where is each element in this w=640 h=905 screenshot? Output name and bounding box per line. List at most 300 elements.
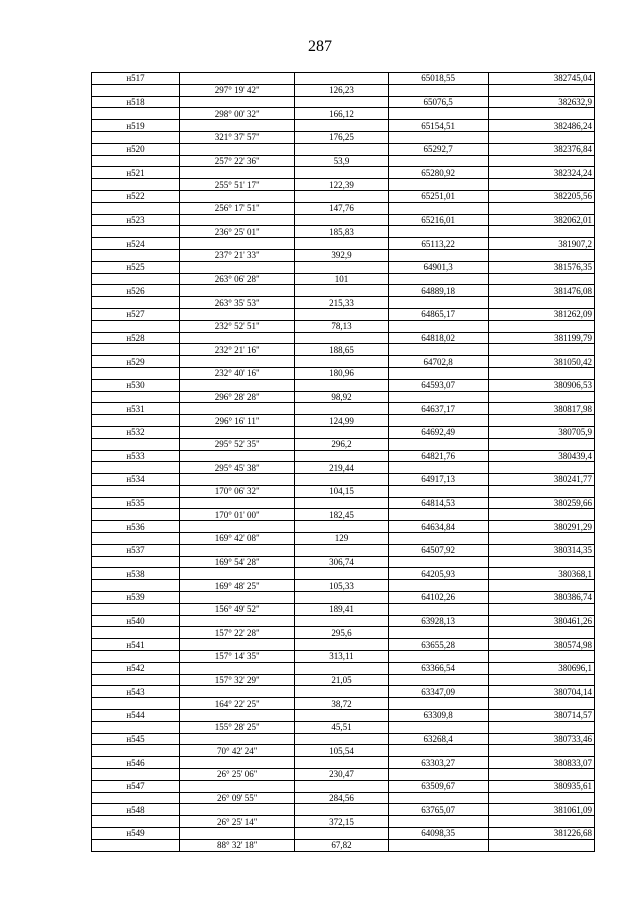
segment-row — [92, 533, 595, 545]
segment-length: 122,39 — [295, 179, 388, 191]
empty-cell — [295, 639, 388, 651]
segment-length: 105,54 — [295, 745, 388, 757]
segment-length: 53,9 — [295, 155, 388, 167]
coordinate-x: 63928,13 — [388, 615, 488, 627]
empty-cell — [488, 108, 594, 120]
empty-cell — [488, 344, 594, 356]
empty-cell — [388, 179, 488, 191]
point-name: н531 — [92, 403, 180, 415]
empty-cell — [92, 297, 180, 309]
coordinate-x: 65292,7 — [388, 143, 488, 155]
directional-angle: 232° 52' 51" — [180, 320, 295, 332]
empty-cell — [388, 84, 488, 96]
point-row — [92, 686, 595, 698]
coordinate-y: 381262,09 — [488, 308, 594, 320]
empty-cell — [180, 308, 295, 320]
empty-cell — [180, 96, 295, 108]
empty-cell — [180, 710, 295, 722]
empty-cell — [388, 674, 488, 686]
coordinate-y: 381476,08 — [488, 285, 594, 297]
empty-cell — [488, 839, 594, 851]
segment-row — [92, 839, 595, 851]
coordinate-x: 63268,4 — [388, 733, 488, 745]
directional-angle: 70° 42' 24" — [180, 745, 295, 757]
empty-cell — [92, 273, 180, 285]
coordinate-y: 381907,2 — [488, 238, 594, 250]
empty-cell — [488, 580, 594, 592]
segment-length: 189,41 — [295, 603, 388, 615]
empty-cell — [180, 780, 295, 792]
empty-cell — [388, 367, 488, 379]
segment-row — [92, 556, 595, 568]
point-row — [92, 73, 595, 85]
coordinate-x: 64098,35 — [388, 828, 488, 840]
point-row — [92, 780, 595, 792]
point-row — [92, 403, 595, 415]
directional-angle: 296° 28' 28" — [180, 391, 295, 403]
coordinate-x: 63509,67 — [388, 780, 488, 792]
empty-cell — [295, 568, 388, 580]
segment-length: 21,05 — [295, 674, 388, 686]
directional-angle: 164° 22' 25" — [180, 698, 295, 710]
point-name: н522 — [92, 190, 180, 202]
empty-cell — [488, 462, 594, 474]
empty-cell — [488, 745, 594, 757]
segment-length: 129 — [295, 533, 388, 545]
empty-cell — [92, 769, 180, 781]
point-row — [92, 592, 595, 604]
empty-cell — [180, 379, 295, 391]
point-name: н536 — [92, 521, 180, 533]
segment-length: 215,33 — [295, 297, 388, 309]
empty-cell — [488, 320, 594, 332]
empty-cell — [92, 202, 180, 214]
segment-length: 45,51 — [295, 721, 388, 733]
segment-row — [92, 627, 595, 639]
empty-cell — [92, 249, 180, 261]
empty-cell — [92, 108, 180, 120]
directional-angle: 296° 16' 11" — [180, 415, 295, 427]
point-row — [92, 474, 595, 486]
empty-cell — [295, 592, 388, 604]
segment-row — [92, 485, 595, 497]
point-row — [92, 544, 595, 556]
empty-cell — [92, 391, 180, 403]
empty-cell — [388, 249, 488, 261]
empty-cell — [295, 403, 388, 415]
directional-angle: 155° 28' 25" — [180, 721, 295, 733]
empty-cell — [388, 651, 488, 663]
coordinate-x: 64889,18 — [388, 285, 488, 297]
empty-cell — [295, 828, 388, 840]
coordinate-y: 380368,1 — [488, 568, 594, 580]
empty-cell — [388, 297, 488, 309]
point-name: н521 — [92, 167, 180, 179]
empty-cell — [295, 757, 388, 769]
segment-length: 101 — [295, 273, 388, 285]
point-name: н527 — [92, 308, 180, 320]
empty-cell — [488, 556, 594, 568]
coordinate-x: 65113,22 — [388, 238, 488, 250]
empty-cell — [180, 662, 295, 674]
coordinate-x: 65018,55 — [388, 73, 488, 85]
empty-cell — [295, 214, 388, 226]
coordinate-y: 381576,35 — [488, 261, 594, 273]
directional-angle: 26° 09' 55" — [180, 792, 295, 804]
point-name: н538 — [92, 568, 180, 580]
empty-cell — [295, 426, 388, 438]
empty-cell — [92, 792, 180, 804]
directional-angle: 169° 54' 28" — [180, 556, 295, 568]
empty-cell — [488, 155, 594, 167]
point-row — [92, 379, 595, 391]
empty-cell — [488, 202, 594, 214]
empty-cell — [488, 603, 594, 615]
segment-length: 67,82 — [295, 839, 388, 851]
point-row — [92, 757, 595, 769]
point-row — [92, 285, 595, 297]
empty-cell — [180, 426, 295, 438]
directional-angle: 157° 22' 28" — [180, 627, 295, 639]
empty-cell — [488, 131, 594, 143]
empty-cell — [488, 249, 594, 261]
coordinate-x: 65280,92 — [388, 167, 488, 179]
empty-cell — [295, 332, 388, 344]
coordinate-y: 380705,9 — [488, 426, 594, 438]
segment-row — [92, 816, 595, 828]
segment-length: 306,74 — [295, 556, 388, 568]
coordinate-y: 382324,24 — [488, 167, 594, 179]
empty-cell — [92, 674, 180, 686]
directional-angle: 232° 40' 16" — [180, 367, 295, 379]
empty-cell — [180, 238, 295, 250]
empty-cell — [295, 780, 388, 792]
empty-cell — [180, 143, 295, 155]
coordinate-y: 382745,04 — [488, 73, 594, 85]
point-row — [92, 450, 595, 462]
empty-cell — [388, 108, 488, 120]
directional-angle: 26° 25' 06" — [180, 769, 295, 781]
empty-cell — [295, 497, 388, 509]
point-row — [92, 214, 595, 226]
empty-cell — [488, 509, 594, 521]
directional-angle: 297° 19' 42" — [180, 84, 295, 96]
point-name: н533 — [92, 450, 180, 462]
empty-cell — [388, 745, 488, 757]
coordinate-x: 65251,01 — [388, 190, 488, 202]
point-row — [92, 96, 595, 108]
empty-cell — [488, 721, 594, 733]
empty-cell — [488, 698, 594, 710]
coordinate-y: 380291,29 — [488, 521, 594, 533]
point-name: н523 — [92, 214, 180, 226]
empty-cell — [488, 674, 594, 686]
segment-length: 313,11 — [295, 651, 388, 663]
segment-row — [92, 84, 595, 96]
coordinate-x: 63765,07 — [388, 804, 488, 816]
empty-cell — [388, 509, 488, 521]
empty-cell — [388, 556, 488, 568]
segment-row — [92, 179, 595, 191]
empty-cell — [92, 84, 180, 96]
empty-cell — [388, 438, 488, 450]
point-name: н518 — [92, 96, 180, 108]
empty-cell — [388, 698, 488, 710]
point-row — [92, 662, 595, 674]
point-name: н543 — [92, 686, 180, 698]
point-row — [92, 710, 595, 722]
coordinate-x: 64507,92 — [388, 544, 488, 556]
empty-cell — [180, 332, 295, 344]
empty-cell — [180, 733, 295, 745]
point-row — [92, 238, 595, 250]
coordinate-y: 380314,35 — [488, 544, 594, 556]
segment-row — [92, 249, 595, 261]
empty-cell — [92, 745, 180, 757]
empty-cell — [180, 686, 295, 698]
point-name: н525 — [92, 261, 180, 273]
directional-angle: 255° 51' 17" — [180, 179, 295, 191]
segment-row — [92, 155, 595, 167]
empty-cell — [388, 320, 488, 332]
segment-length: 372,15 — [295, 816, 388, 828]
segment-length: 176,25 — [295, 131, 388, 143]
segment-row — [92, 509, 595, 521]
coordinate-y: 380696,1 — [488, 662, 594, 674]
segment-row — [92, 438, 595, 450]
segment-length: 180,96 — [295, 367, 388, 379]
empty-cell — [295, 261, 388, 273]
point-row — [92, 497, 595, 509]
coordinate-x: 63303,27 — [388, 757, 488, 769]
empty-cell — [92, 509, 180, 521]
directional-angle: 263° 35' 53" — [180, 297, 295, 309]
segment-length: 166,12 — [295, 108, 388, 120]
coordinate-y: 382376,84 — [488, 143, 594, 155]
segment-row — [92, 273, 595, 285]
directional-angle: 170° 06' 32" — [180, 485, 295, 497]
empty-cell — [180, 615, 295, 627]
directional-angle: 263° 06' 28" — [180, 273, 295, 285]
empty-cell — [295, 710, 388, 722]
empty-cell — [92, 344, 180, 356]
empty-cell — [488, 84, 594, 96]
empty-cell — [388, 769, 488, 781]
empty-cell — [92, 816, 180, 828]
empty-cell — [388, 226, 488, 238]
point-name: н549 — [92, 828, 180, 840]
coordinate-y: 380833,07 — [488, 757, 594, 769]
empty-cell — [295, 167, 388, 179]
directional-angle: 26° 25' 14" — [180, 816, 295, 828]
coordinate-y: 382205,56 — [488, 190, 594, 202]
empty-cell — [488, 226, 594, 238]
empty-cell — [295, 96, 388, 108]
coordinate-x: 65154,51 — [388, 120, 488, 132]
coordinate-y: 380259,66 — [488, 497, 594, 509]
directional-angle: 257° 22' 36" — [180, 155, 295, 167]
point-row — [92, 143, 595, 155]
point-name: н532 — [92, 426, 180, 438]
empty-cell — [295, 662, 388, 674]
point-name: н541 — [92, 639, 180, 651]
point-name: н546 — [92, 757, 180, 769]
point-row — [92, 190, 595, 202]
empty-cell — [488, 651, 594, 663]
segment-length: 147,76 — [295, 202, 388, 214]
point-row — [92, 568, 595, 580]
segment-row — [92, 792, 595, 804]
coordinate-x: 64637,17 — [388, 403, 488, 415]
directional-angle: 157° 32' 29" — [180, 674, 295, 686]
directional-angle: 295° 45' 38" — [180, 462, 295, 474]
empty-cell — [92, 839, 180, 851]
segment-length: 182,45 — [295, 509, 388, 521]
empty-cell — [92, 179, 180, 191]
segment-row — [92, 769, 595, 781]
empty-cell — [488, 533, 594, 545]
segment-length: 104,15 — [295, 485, 388, 497]
empty-cell — [295, 544, 388, 556]
coordinate-x: 63347,09 — [388, 686, 488, 698]
segment-length: 38,72 — [295, 698, 388, 710]
empty-cell — [295, 190, 388, 202]
empty-cell — [180, 521, 295, 533]
coordinate-y: 380439,4 — [488, 450, 594, 462]
empty-cell — [92, 367, 180, 379]
point-name: н524 — [92, 238, 180, 250]
point-name: н548 — [92, 804, 180, 816]
coordinate-y: 380935,61 — [488, 780, 594, 792]
empty-cell — [180, 544, 295, 556]
empty-cell — [180, 285, 295, 297]
point-name: н544 — [92, 710, 180, 722]
empty-cell — [180, 474, 295, 486]
coordinate-x: 64205,93 — [388, 568, 488, 580]
point-row — [92, 120, 595, 132]
empty-cell — [92, 485, 180, 497]
directional-angle: 237° 21' 33" — [180, 249, 295, 261]
coordinate-y: 381050,42 — [488, 356, 594, 368]
empty-cell — [180, 167, 295, 179]
segment-row — [92, 745, 595, 757]
point-row — [92, 733, 595, 745]
empty-cell — [295, 450, 388, 462]
segment-row — [92, 320, 595, 332]
empty-cell — [488, 179, 594, 191]
empty-cell — [295, 804, 388, 816]
point-name: н526 — [92, 285, 180, 297]
page-number: 287 — [308, 38, 332, 55]
empty-cell — [488, 415, 594, 427]
segment-row — [92, 226, 595, 238]
empty-cell — [388, 627, 488, 639]
empty-cell — [92, 131, 180, 143]
empty-cell — [295, 521, 388, 533]
empty-cell — [388, 816, 488, 828]
segment-row — [92, 297, 595, 309]
coordinate-y: 380906,53 — [488, 379, 594, 391]
directional-angle: 321° 37' 57" — [180, 131, 295, 143]
segment-row — [92, 202, 595, 214]
coordinate-x: 63309,8 — [388, 710, 488, 722]
point-row — [92, 308, 595, 320]
segment-length: 188,65 — [295, 344, 388, 356]
directional-angle: 232° 21' 16" — [180, 344, 295, 356]
point-name: н535 — [92, 497, 180, 509]
empty-cell — [92, 320, 180, 332]
point-row — [92, 615, 595, 627]
empty-cell — [488, 297, 594, 309]
coordinate-x: 64593,07 — [388, 379, 488, 391]
coordinate-y: 381199,79 — [488, 332, 594, 344]
empty-cell — [180, 214, 295, 226]
empty-cell — [488, 816, 594, 828]
coordinate-y: 380704,14 — [488, 686, 594, 698]
empty-cell — [295, 474, 388, 486]
directional-angle: 169° 48' 25" — [180, 580, 295, 592]
empty-cell — [295, 143, 388, 155]
coordinate-x: 64102,26 — [388, 592, 488, 604]
empty-cell — [295, 120, 388, 132]
empty-cell — [388, 839, 488, 851]
empty-cell — [388, 273, 488, 285]
point-row — [92, 426, 595, 438]
segment-row — [92, 603, 595, 615]
point-name: н545 — [92, 733, 180, 745]
empty-cell — [180, 356, 295, 368]
coordinates-table — [91, 72, 595, 852]
empty-cell — [295, 238, 388, 250]
empty-cell — [388, 202, 488, 214]
coordinate-y: 380714,57 — [488, 710, 594, 722]
empty-cell — [92, 721, 180, 733]
directional-angle: 256° 17' 51" — [180, 202, 295, 214]
directional-angle: 169° 42' 08" — [180, 533, 295, 545]
point-name: н542 — [92, 662, 180, 674]
segment-length: 284,56 — [295, 792, 388, 804]
coordinate-x: 64814,53 — [388, 497, 488, 509]
coordinate-y: 380461,26 — [488, 615, 594, 627]
segment-row — [92, 698, 595, 710]
point-name: н528 — [92, 332, 180, 344]
coordinate-y: 380817,98 — [488, 403, 594, 415]
coordinate-x: 64865,17 — [388, 308, 488, 320]
empty-cell — [488, 769, 594, 781]
empty-cell — [180, 828, 295, 840]
empty-cell — [388, 580, 488, 592]
coordinate-y: 382062,01 — [488, 214, 594, 226]
point-name: н517 — [92, 73, 180, 85]
coordinate-x: 64917,13 — [388, 474, 488, 486]
empty-cell — [388, 155, 488, 167]
point-row — [92, 639, 595, 651]
coordinate-x: 64818,02 — [388, 332, 488, 344]
empty-cell — [180, 592, 295, 604]
empty-cell — [92, 155, 180, 167]
coordinate-x: 63655,28 — [388, 639, 488, 651]
coordinate-y: 380386,74 — [488, 592, 594, 604]
segment-length: 295,6 — [295, 627, 388, 639]
segment-row — [92, 674, 595, 686]
point-name: н534 — [92, 474, 180, 486]
point-row — [92, 356, 595, 368]
segment-length: 78,13 — [295, 320, 388, 332]
empty-cell — [92, 580, 180, 592]
empty-cell — [295, 356, 388, 368]
coordinate-y: 380574,98 — [488, 639, 594, 651]
empty-cell — [488, 367, 594, 379]
